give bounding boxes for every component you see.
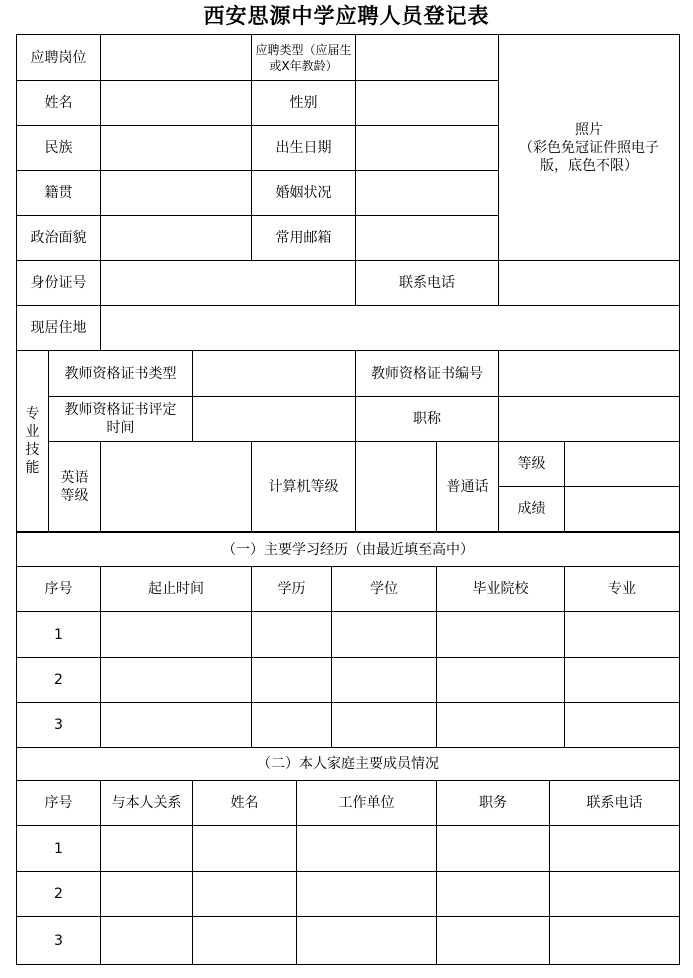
label-birth-date: 出生日期 [252, 126, 356, 171]
fam-position-cell[interactable] [437, 917, 550, 965]
label-name: 姓名 [17, 81, 101, 126]
table-row [17, 872, 680, 917]
fam-name-cell[interactable] [193, 917, 297, 965]
english-level-field[interactable] [101, 442, 252, 532]
skills-table [16, 350, 680, 532]
table-row [17, 612, 680, 658]
birth-date-field[interactable] [356, 126, 499, 171]
label-english-level: 英语等级 [49, 442, 101, 532]
fam-position-cell[interactable] [437, 872, 550, 917]
edu-col-major: 专业 [565, 567, 680, 612]
table-row [17, 658, 680, 703]
ethnicity-field[interactable] [101, 126, 252, 171]
label-email: 常用邮箱 [252, 216, 356, 261]
label-id-number: 身份证号 [17, 261, 101, 306]
id-number-field[interactable] [101, 261, 356, 306]
edu-school-cell[interactable] [437, 612, 565, 658]
label-cert-eval-time: 教师资格证书评定时间 [49, 397, 193, 442]
family-heading: （二）本人家庭主要成员情况 [17, 748, 680, 781]
edu-major-cell[interactable] [565, 612, 680, 658]
label-title: 职称 [356, 397, 499, 442]
title-field[interactable] [499, 397, 680, 442]
fam-row-index: 1 [17, 826, 101, 872]
fam-col-phone: 联系电话 [550, 781, 680, 826]
edu-education-cell[interactable] [252, 658, 332, 703]
edu-school-cell[interactable] [437, 658, 565, 703]
edu-col-index: 序号 [17, 567, 101, 612]
fam-employer-cell[interactable] [297, 826, 437, 872]
name-field[interactable] [101, 81, 252, 126]
fam-relation-cell[interactable] [101, 826, 193, 872]
native-place-field[interactable] [101, 171, 252, 216]
education-table [16, 532, 680, 748]
label-marital-status: 婚姻状况 [252, 171, 356, 216]
computer-level-field[interactable] [356, 442, 437, 532]
edu-row-index: 3 [17, 703, 101, 748]
edu-period-cell[interactable] [101, 658, 252, 703]
fam-relation-cell[interactable] [101, 872, 193, 917]
label-position: 应聘岗位 [17, 35, 101, 81]
fam-col-employer: 工作单位 [297, 781, 437, 826]
edu-education-cell[interactable] [252, 612, 332, 658]
fam-name-cell[interactable] [193, 872, 297, 917]
edu-row-index: 1 [17, 612, 101, 658]
skills-section-label-text: 专业技能 [25, 406, 40, 476]
family-table [16, 747, 680, 965]
label-phone: 联系电话 [356, 261, 499, 306]
fam-name-cell[interactable] [193, 826, 297, 872]
photo-box[interactable] [499, 35, 680, 261]
table-row [17, 826, 680, 872]
photo-note: （彩色免冠证件照电子版，底色不限） [519, 139, 659, 174]
email-field[interactable] [356, 216, 499, 261]
gender-field[interactable] [356, 81, 499, 126]
address-field[interactable] [101, 306, 680, 351]
fam-col-relation: 与本人关系 [101, 781, 193, 826]
fam-col-position: 职务 [437, 781, 550, 826]
fam-row-index: 2 [17, 872, 101, 917]
label-ethnicity: 民族 [17, 126, 101, 171]
label-cert-type: 教师资格证书类型 [49, 351, 193, 397]
cert-number-field[interactable] [499, 351, 680, 397]
edu-period-cell[interactable] [101, 703, 252, 748]
label-apply-type: 应聘类型（应届生或X年教龄） [252, 35, 356, 81]
label-mandarin-grade: 等级 [499, 442, 565, 487]
edu-period-cell[interactable] [101, 612, 252, 658]
education-heading: （一）主要学习经历（由最近填至高中） [17, 533, 680, 567]
fam-col-index: 序号 [17, 781, 101, 826]
label-address: 现居住地 [17, 306, 101, 351]
skills-section-label [17, 351, 49, 532]
fam-phone-cell[interactable] [550, 872, 680, 917]
fam-position-cell[interactable] [437, 826, 550, 872]
edu-col-school: 毕业院校 [437, 567, 565, 612]
fam-employer-cell[interactable] [297, 872, 437, 917]
photo-title: 照片 [575, 121, 603, 138]
cert-type-field[interactable] [193, 351, 356, 397]
edu-col-degree: 学位 [332, 567, 437, 612]
form-title: 西安思源中学应聘人员登记表 [203, 3, 490, 28]
edu-degree-cell[interactable] [332, 612, 437, 658]
label-mandarin: 普通话 [437, 442, 499, 532]
position-field[interactable] [101, 35, 252, 81]
phone-field[interactable] [499, 261, 680, 306]
personal-info-table [16, 34, 680, 351]
edu-major-cell[interactable] [565, 658, 680, 703]
label-mandarin-score: 成绩 [499, 487, 565, 532]
edu-school-cell[interactable] [437, 703, 565, 748]
marital-status-field[interactable] [356, 171, 499, 216]
fam-relation-cell[interactable] [101, 917, 193, 965]
edu-education-cell[interactable] [252, 703, 332, 748]
label-gender: 性别 [252, 81, 356, 126]
edu-row-index: 2 [17, 658, 101, 703]
fam-employer-cell[interactable] [297, 917, 437, 965]
cert-eval-time-field[interactable] [193, 397, 356, 442]
edu-col-period: 起止时间 [101, 567, 252, 612]
fam-phone-cell[interactable] [550, 826, 680, 872]
fam-phone-cell[interactable] [550, 917, 680, 965]
label-native-place: 籍贯 [17, 171, 101, 216]
table-row [17, 917, 680, 965]
apply-type-field[interactable] [356, 35, 499, 81]
label-cert-number: 教师资格证书编号 [356, 351, 499, 397]
edu-degree-cell[interactable] [332, 658, 437, 703]
table-row [17, 703, 680, 748]
mandarin-score-field[interactable] [565, 487, 680, 532]
edu-major-cell[interactable] [565, 703, 680, 748]
edu-degree-cell[interactable] [332, 703, 437, 748]
fam-col-name: 姓名 [193, 781, 297, 826]
label-computer-level: 计算机等级 [252, 442, 356, 532]
edu-col-education: 学历 [252, 567, 332, 612]
fam-row-index: 3 [17, 917, 101, 965]
label-political-status: 政治面貌 [17, 216, 101, 261]
mandarin-grade-field[interactable] [565, 442, 680, 487]
political-status-field[interactable] [101, 216, 252, 261]
